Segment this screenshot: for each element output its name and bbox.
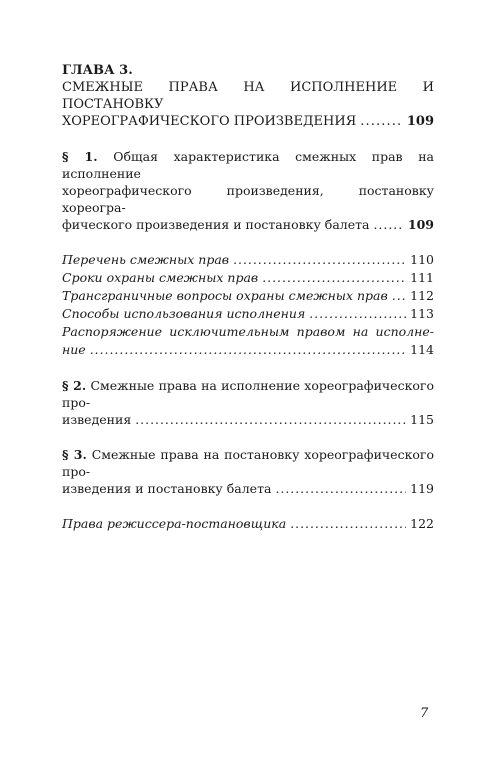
subsection-title: Трансграничные вопросы охраны смежных прав [62,288,388,303]
dot-leader [233,251,406,269]
dot-leader [262,269,406,287]
section-2-entry[interactable] [62,377,434,428]
toc-page [62,62,434,533]
section-1-line1: Общая характеристика смежных прав на исполнение [62,149,434,181]
page-number: 7 [420,706,429,721]
subsection-title-line1: Распоряжение исключительным правом на исполне- [62,324,434,339]
subsection-entry[interactable] [62,323,434,359]
director-page: 122 [410,516,434,531]
subsection-title-line2: ние [62,342,86,357]
section-2-number: § 2. [62,378,87,393]
chapter-number: ГЛАВА 3. [62,63,133,78]
dot-leader [309,305,406,323]
subsection-page: 111 [410,270,434,285]
section-1-number: § 1. [62,149,98,164]
section-2-page: 115 [410,412,434,427]
section-3-number: § 3. [62,447,87,462]
chapter-title-line1: СМЕЖНЫЕ ПРАВА НА ИСПОЛНЕНИЕ И ПОСТАНОВКУ [62,80,434,112]
section-1-line2: хореографического произведения, постановку хореогра- [62,183,434,215]
section-3-entry[interactable] [62,446,434,497]
section-2-line2: изведения [62,412,132,427]
dot-leader [373,216,403,233]
section-3-page: 119 [410,481,434,496]
subsection-page: 113 [410,306,434,321]
chapter-entry[interactable] [62,62,434,130]
subsection-title: Перечень смежных прав [62,252,230,267]
section-3-line2: изведения и постановку балета [62,481,272,496]
subsection-page: 110 [410,252,434,267]
dot-leader [275,480,406,497]
dot-leader [392,287,406,305]
director-entry[interactable] [62,515,434,533]
section-1-page: 109 [407,217,434,232]
subsection-entry[interactable] [62,251,434,269]
chapter-title-line2: ХОРЕОГРАФИЧЕСКОГО ПРОИЗВЕДЕНИЯ [62,114,357,129]
chapter-page: 109 [406,114,434,129]
section-2-line1: Смежные права на исполнение хореографического про- [62,378,434,410]
dot-leader [290,515,406,533]
subsection-list [62,251,434,359]
section-1-line3: фического произведения и постановку балета [62,217,370,232]
dot-leader [135,411,406,428]
subsection-page: 114 [410,342,434,357]
section-1-entry[interactable] [62,148,434,233]
subsection-entry[interactable] [62,287,434,305]
subsection-entry[interactable] [62,269,434,287]
subsection-entry[interactable] [62,305,434,323]
section-3-line1: Смежные права на постановку хореографического про- [62,447,434,479]
subsection-title: Сроки охраны смежных прав [62,270,259,285]
dot-leader [90,341,406,359]
subsection-title: Способы использования исполнения [62,306,306,321]
director-title: Права режиссера-постановщика [62,516,287,531]
subsection-page: 112 [410,288,434,303]
dot-leader [360,113,403,130]
